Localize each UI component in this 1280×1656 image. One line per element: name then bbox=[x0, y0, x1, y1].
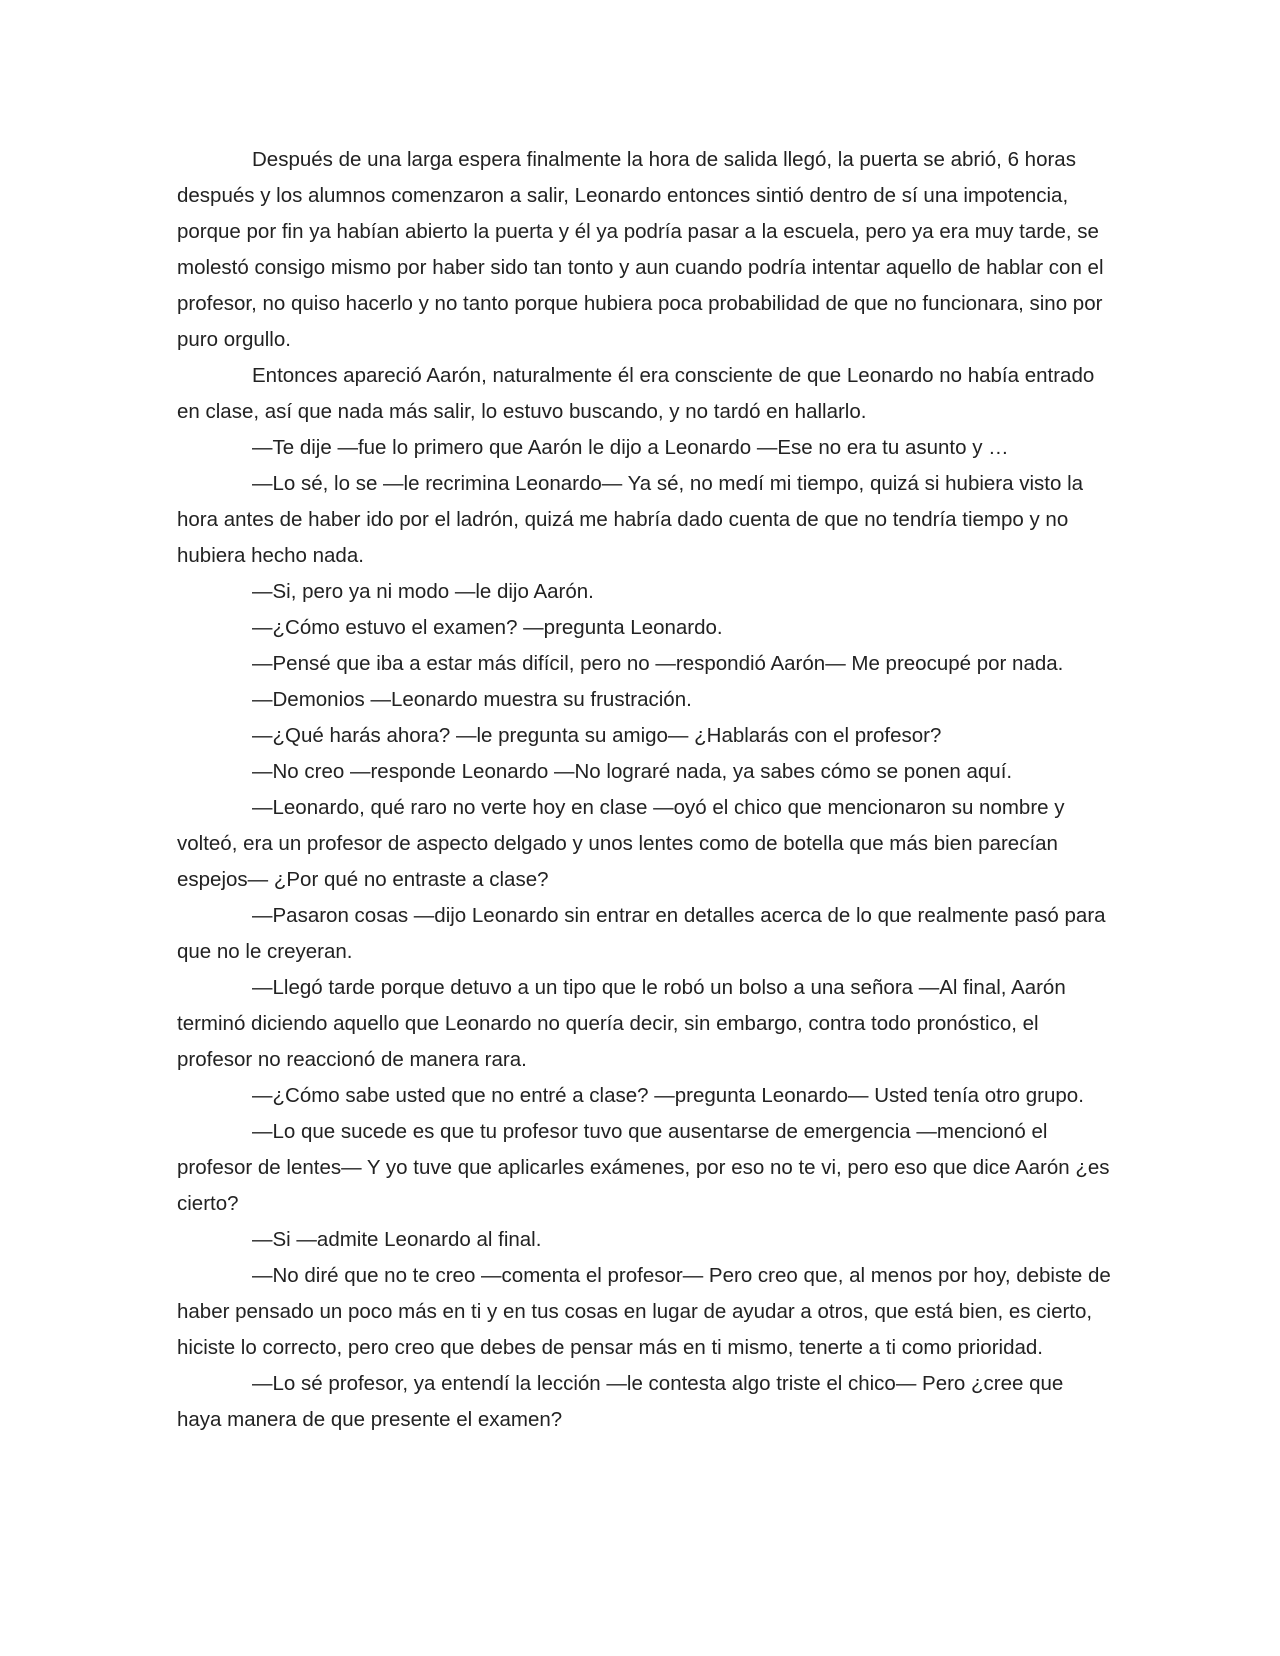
paragraph: Entonces apareció Aarón, naturalmente él era consciente de que Leonardo no había entrado en clase, así que nada más salir, lo estuvo buscando, y no tardó en hallarlo. bbox=[177, 364, 1095, 423]
paragraph: —Leonardo, qué raro no verte hoy en clase —oyó el chico que mencionaron su nombre y volteó, era un profesor de aspecto delgado y unos lentes como de botella que más bien parecían espejos— ¿Por qué no entraste a clase? bbox=[177, 796, 1065, 891]
paragraph: —Lo que sucede es que tu profesor tuvo que ausentarse de emergencia —mencionó el profesor de lentes— Y yo tuve que aplicarles exámenes, por eso no te vi, pero eso que dice Aarón ¿es cierto? bbox=[177, 1120, 1110, 1215]
paragraph: —Llegó tarde porque detuvo a un tipo que le robó un bolso a una señora —Al final, Aarón terminó diciendo aquello que Leonardo no quería decir, sin embargo, contra todo pronóstico, el profesor no reaccionó de manera rara. bbox=[177, 976, 1066, 1071]
paragraph: —Pensé que iba a estar más difícil, pero no —respondió Aarón— Me preocupé por nada. bbox=[252, 652, 1064, 675]
paragraph: —Pasaron cosas —dijo Leonardo sin entrar en detalles acerca de lo que realmente pasó para que no le creyeran. bbox=[177, 904, 1106, 963]
paragraph: —Si —admite Leonardo al final. bbox=[252, 1228, 542, 1251]
paragraph: —Te dije —fue lo primero que Aarón le dijo a Leonardo —Ese no era tu asunto y … bbox=[252, 436, 1009, 459]
paragraph: —¿Cómo sabe usted que no entré a clase? —pregunta Leonardo— Usted tenía otro grupo. bbox=[252, 1084, 1084, 1107]
paragraph: —¿Qué harás ahora? —le pregunta su amigo— ¿Hablarás con el profesor? bbox=[252, 724, 942, 747]
paragraph: Después de una larga espera finalmente la hora de salida llegó, la puerta se abrió, 6 horas después y los alumnos comenzaron a salir, Leonardo entonces sintió dentro de sí una impotencia, porque por fin ya habían abierto la puerta y él ya podría pasar a la escuela, pero ya era muy tarde, se molestó consigo mismo por haber sido tan tonto y aun cuando podría intentar aquello de hablar con el profesor, no quiso hacerlo y no tanto porque hubiera poca probabilidad de que no funcionara, sino por puro orgullo. bbox=[177, 148, 1104, 351]
document-body bbox=[177, 142, 1111, 1438]
paragraph: —Si, pero ya ni modo —le dijo Aarón. bbox=[252, 580, 594, 603]
paragraph: —¿Cómo estuvo el examen? —pregunta Leonardo. bbox=[252, 616, 723, 639]
paragraph: —No diré que no te creo —comenta el profesor— Pero creo que, al menos por hoy, debiste de haber pensado un poco más en ti y en tus cosas en lugar de ayudar a otros, que está bien, es cierto, hiciste lo correcto, pero creo que debes de pensar más en ti mismo, tenerte a ti como prioridad. bbox=[177, 1264, 1111, 1359]
paragraph: —Lo sé profesor, ya entendí la lección —le contesta algo triste el chico— Pero ¿cree que haya manera de que presente el examen? bbox=[177, 1372, 1064, 1431]
paragraph: —Demonios —Leonardo muestra su frustración. bbox=[252, 688, 692, 711]
paragraph: —No creo —responde Leonardo —No lograré nada, ya sabes cómo se ponen aquí. bbox=[252, 760, 1013, 783]
paragraph: —Lo sé, lo se —le recrimina Leonardo— Ya sé, no medí mi tiempo, quizá si hubiera visto la hora antes de haber ido por el ladrón, quizá me habría dado cuenta de que no tendría tiempo y no hubiera hecho nada. bbox=[177, 472, 1084, 567]
